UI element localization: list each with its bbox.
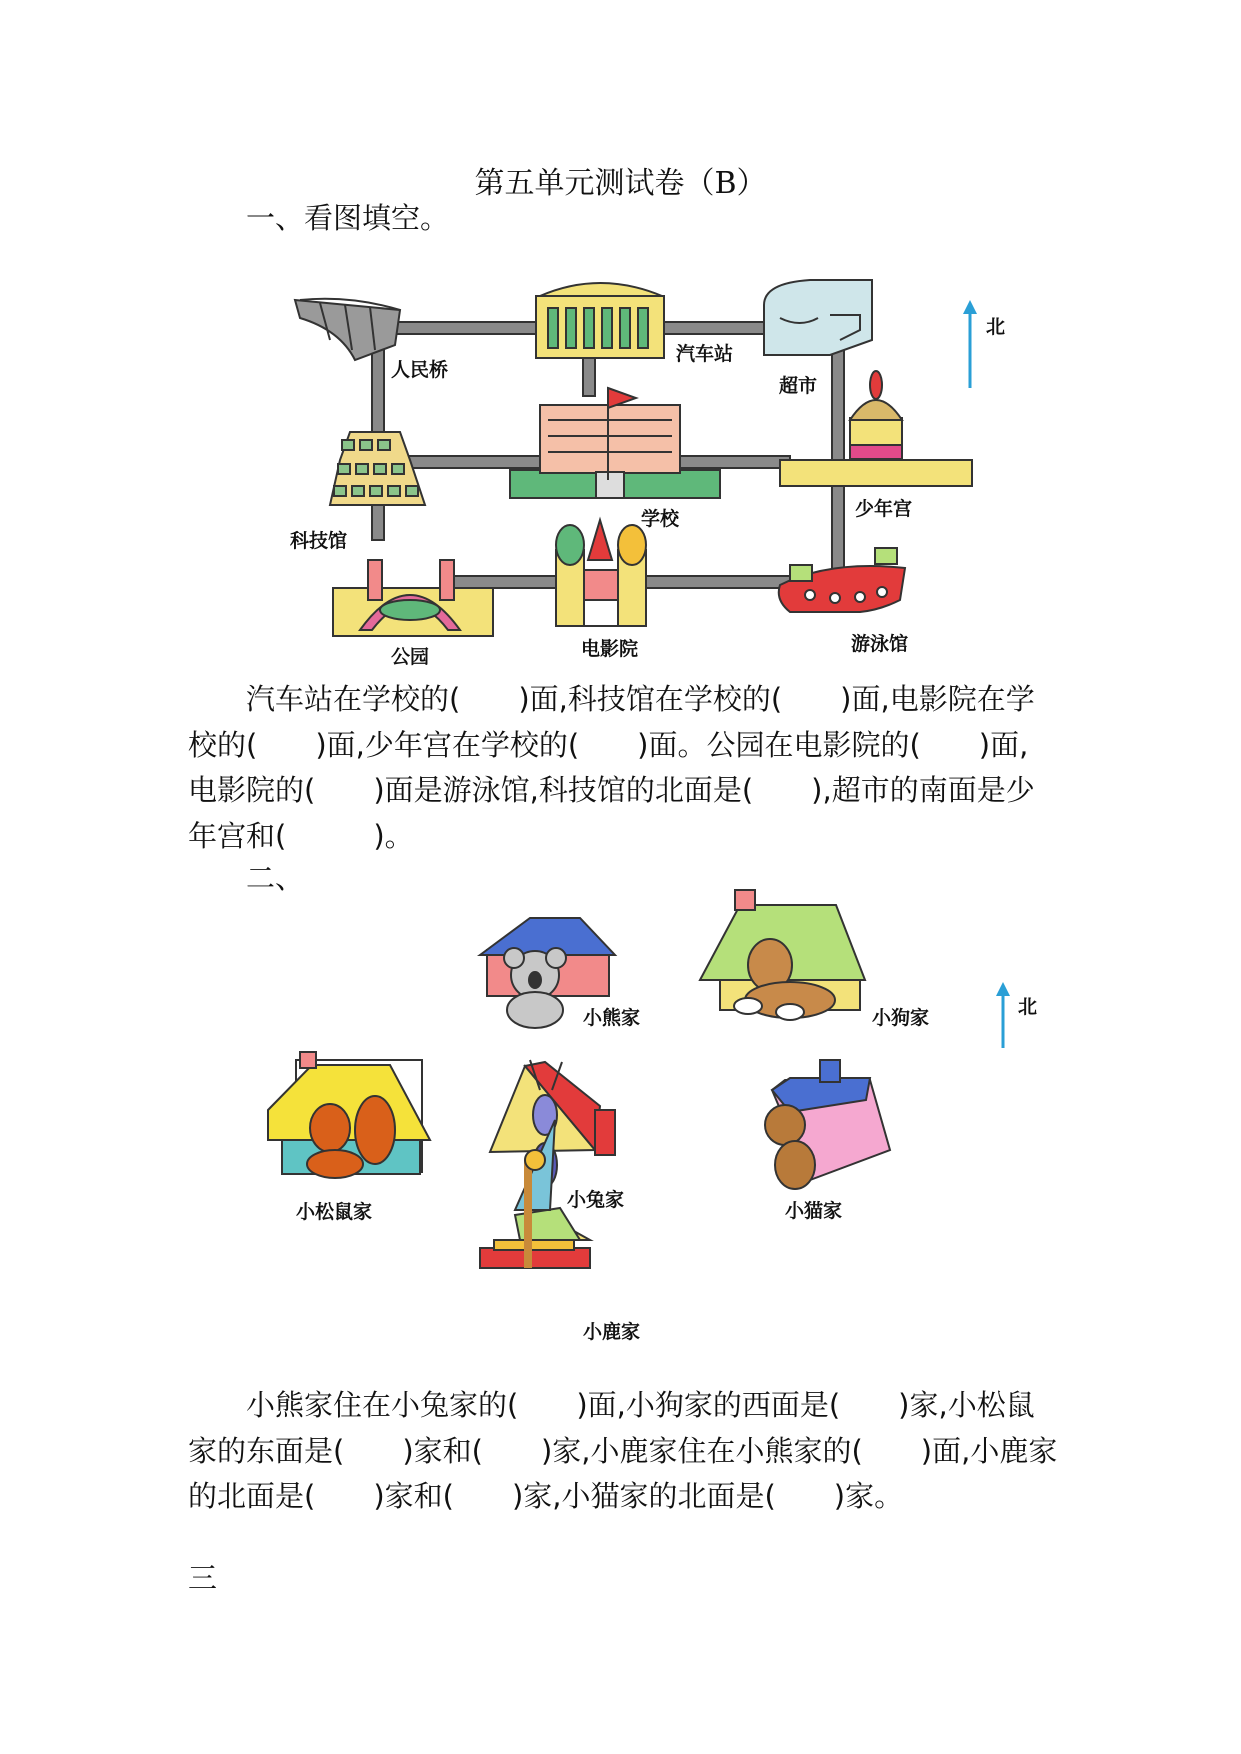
label-deer-house: 小鹿家 — [583, 1321, 641, 1343]
page-title: 第五单元测试卷（B） — [474, 166, 767, 201]
label-rabbit-house: 小兔家 — [567, 1189, 625, 1211]
section-3-heading: 三 — [188, 1561, 218, 1595]
north-label-2: 北 — [1018, 996, 1038, 1018]
label-pool: 游泳馆 — [851, 633, 909, 655]
label-park: 公园 — [391, 646, 430, 668]
dog-house-illustration — [700, 890, 865, 1020]
label-squirrel-house: 小松鼠家 — [296, 1201, 373, 1223]
label-bear-house: 小熊家 — [583, 1007, 641, 1029]
section-2-text — [188, 1383, 1068, 1520]
text-line: 的北面是( )家和( )家,小猫家的北面是( )家。 — [188, 1479, 904, 1513]
text-line: 年宫和( )。 — [188, 818, 414, 853]
north-label-1: 北 — [986, 316, 1006, 338]
label-youth-palace: 少年宫 — [855, 498, 913, 520]
label-cinema: 电影院 — [581, 638, 639, 660]
text-line: 家的东面是( )家和( )家,小鹿家住在小熊家的( )面,小鹿家 — [188, 1433, 1058, 1468]
label-science-museum: 科技馆 — [290, 530, 348, 552]
cat-house-illustration — [765, 1060, 890, 1189]
text-line: 校的( )面,少年宫在学校的( )面。公园在电影院的( )面, — [188, 727, 1029, 762]
squirrel-house-illustration — [268, 1052, 430, 1178]
label-school: 学校 — [641, 508, 680, 530]
section-2-heading: 二、 — [246, 861, 305, 895]
text-line: 电影院的( )面是游泳馆,科技馆的北面是( ),超市的南面是少 — [188, 773, 1035, 807]
north-arrow-icon — [996, 982, 1010, 1048]
label-cat-house: 小猫家 — [785, 1200, 843, 1222]
label-bridge: 人民桥 — [391, 359, 449, 381]
label-dog-house: 小狗家 — [872, 1007, 930, 1029]
label-bus-station: 汽车站 — [676, 343, 734, 365]
label-supermarket: 超市 — [779, 375, 818, 397]
text-line: 小熊家住在小兔家的( )面,小狗家的西面是( )家,小松鼠 — [246, 1388, 1035, 1422]
text-line: 汽车站在学校的( )面,科技馆在学校的( )面,电影院在学 — [246, 682, 1035, 716]
section-1-heading: 一、看图填空。 — [246, 201, 450, 235]
